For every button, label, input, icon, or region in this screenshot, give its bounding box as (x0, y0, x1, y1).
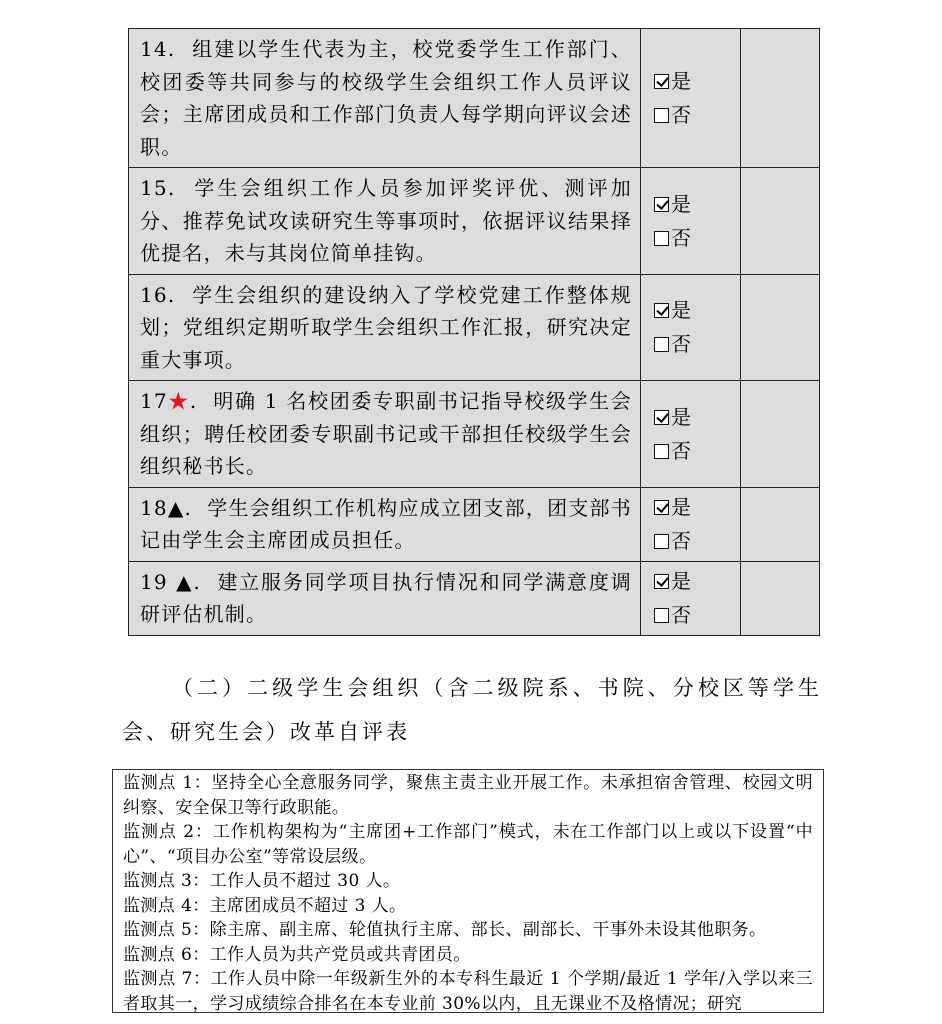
item-description: 学生会组织工作人员参加评奖评优、测评加分、推荐免试攻读研究生等事项时，依据评议结果择优提名，未与其岗位简单挂钩。 (140, 176, 632, 265)
blank-cell (741, 168, 820, 275)
table-row (129, 274, 820, 381)
checked-checkbox-icon[interactable] (654, 574, 669, 589)
option-yes-label: 是 (671, 69, 691, 93)
option-yes-label: 是 (671, 495, 691, 519)
item-number: 18 (140, 495, 168, 520)
option-yes[interactable] (654, 293, 740, 327)
monitoring-point-4: 监测点 4：主席团成员不超过 3 人。 (123, 895, 407, 916)
option-no[interactable] (654, 434, 740, 468)
item-number: 14. (140, 37, 176, 61)
triangle-icon: ▲ (176, 569, 194, 594)
option-no-label: 否 (671, 438, 691, 463)
option-yes-label: 是 (671, 404, 691, 429)
item-description: 组建以学生代表为主，校党委学生工作部门、校团委等共同参与的校级学生会组织工作人员评议会；主席团成员和工作部门负责人每学期向评议会述职。 (140, 37, 632, 159)
item-number-dot: . (184, 495, 193, 520)
option-no[interactable] (654, 327, 740, 361)
option-yes[interactable] (654, 564, 740, 598)
options-cell (641, 487, 741, 561)
option-no-label: 否 (671, 332, 691, 357)
table-row (129, 29, 820, 168)
blank-cell (741, 561, 820, 635)
option-no-label: 否 (671, 103, 691, 127)
options-cell (641, 29, 741, 168)
option-yes[interactable] (654, 490, 740, 524)
checked-checkbox-icon[interactable] (654, 303, 669, 318)
checked-checkbox-icon[interactable] (654, 410, 669, 425)
item-text-cell (129, 561, 641, 635)
option-no[interactable] (654, 598, 740, 632)
table-row (129, 381, 820, 488)
empty-checkbox-icon[interactable] (654, 444, 669, 459)
option-no[interactable] (654, 221, 740, 255)
option-no-label: 否 (671, 529, 691, 553)
item-number-dot: . (193, 569, 201, 594)
star-icon: ★ (167, 389, 190, 413)
option-yes[interactable] (654, 187, 740, 221)
option-yes[interactable] (654, 64, 740, 98)
monitoring-point-7: 监测点 7：工作人员中除一年级新生外的本专科生最近 1 个学期/最近 1 学年/入学以来三者取其一，学习成绩综合排名在本专业前 30%以内，且无课业不及格情况；研究 (123, 969, 813, 1013)
blank-cell (741, 274, 820, 381)
table-row (129, 168, 820, 275)
checked-checkbox-icon[interactable] (654, 74, 669, 89)
item-number-dot: . (189, 389, 198, 413)
item-text-cell (129, 381, 641, 488)
option-yes[interactable] (654, 400, 740, 434)
option-no-label: 否 (671, 603, 691, 627)
option-yes-label: 是 (671, 191, 691, 216)
monitoring-point-2: 监测点 2：工作机构架构为“主席团+工作部门”模式，未在工作部门以上或以下设置“中心”、“项目办公室”等常设层级。 (123, 822, 813, 867)
monitoring-point-6: 监测点 6：工作人员为共产党员或共青团员。 (123, 944, 471, 965)
item-description: 学生会组织的建设纳入了学校党建工作整体规划；党组织定期听取学生会组织工作汇报，研究决定重大事项。 (140, 282, 632, 372)
item-description: 明确 1 名校团委专职副书记指导校级学生会组织；聘任校团委专职副书记或干部担任校级学生会组织秘书长。 (140, 389, 632, 478)
item-number: 16. (140, 282, 176, 307)
empty-checkbox-icon[interactable] (654, 608, 669, 623)
options-cell (641, 274, 741, 381)
options-cell (641, 561, 741, 635)
table-row (129, 487, 820, 561)
blank-cell (741, 487, 820, 561)
options-cell (641, 381, 741, 488)
item-text-cell (129, 274, 641, 381)
option-yes-label: 是 (671, 569, 691, 593)
monitoring-point-1: 监测点 1：坚持全心全意服务同学，聚焦主责主业开展工作。未承担宿舍管理、校园文明纠察、安全保卫等行政职能。 (123, 773, 813, 818)
monitoring-points-box (112, 769, 824, 1013)
triangle-icon: ▲ (167, 495, 185, 520)
table-row (129, 561, 820, 635)
item-number: 17 (140, 389, 168, 413)
evaluation-table (128, 28, 820, 636)
option-no-label: 否 (671, 225, 691, 250)
item-number: 19 (140, 569, 177, 594)
empty-checkbox-icon[interactable] (654, 231, 669, 246)
section-heading: （二）二级学生会组织（含二级院系、书院、分校区等学生会、研究生会）改革自评表 (122, 676, 822, 744)
item-text-cell (129, 168, 641, 275)
checked-checkbox-icon[interactable] (654, 500, 669, 515)
options-cell (641, 168, 741, 275)
checked-checkbox-icon[interactable] (654, 197, 669, 212)
empty-checkbox-icon[interactable] (654, 534, 669, 549)
option-no[interactable] (654, 98, 740, 132)
empty-checkbox-icon[interactable] (654, 337, 669, 352)
empty-checkbox-icon[interactable] (654, 108, 669, 123)
item-description: 学生会组织工作机构应成立团支部，团支部书记由学生会主席团成员担任。 (140, 495, 632, 552)
item-text-cell (129, 487, 641, 561)
blank-cell (741, 29, 820, 168)
monitoring-point-3: 监测点 3：工作人员不超过 30 人。 (123, 871, 401, 891)
item-description: 建立服务同学项目执行情况和同学满意度调研评估机制。 (140, 569, 632, 626)
blank-cell (741, 381, 820, 488)
monitoring-point-5: 监测点 5：除主席、副主席、轮值执行主席、部长、副部长、干事外未设其他职务。 (123, 920, 767, 940)
item-number: 15. (140, 176, 176, 200)
option-yes-label: 是 (671, 298, 691, 323)
option-no[interactable] (654, 524, 740, 558)
item-text-cell (129, 29, 641, 168)
